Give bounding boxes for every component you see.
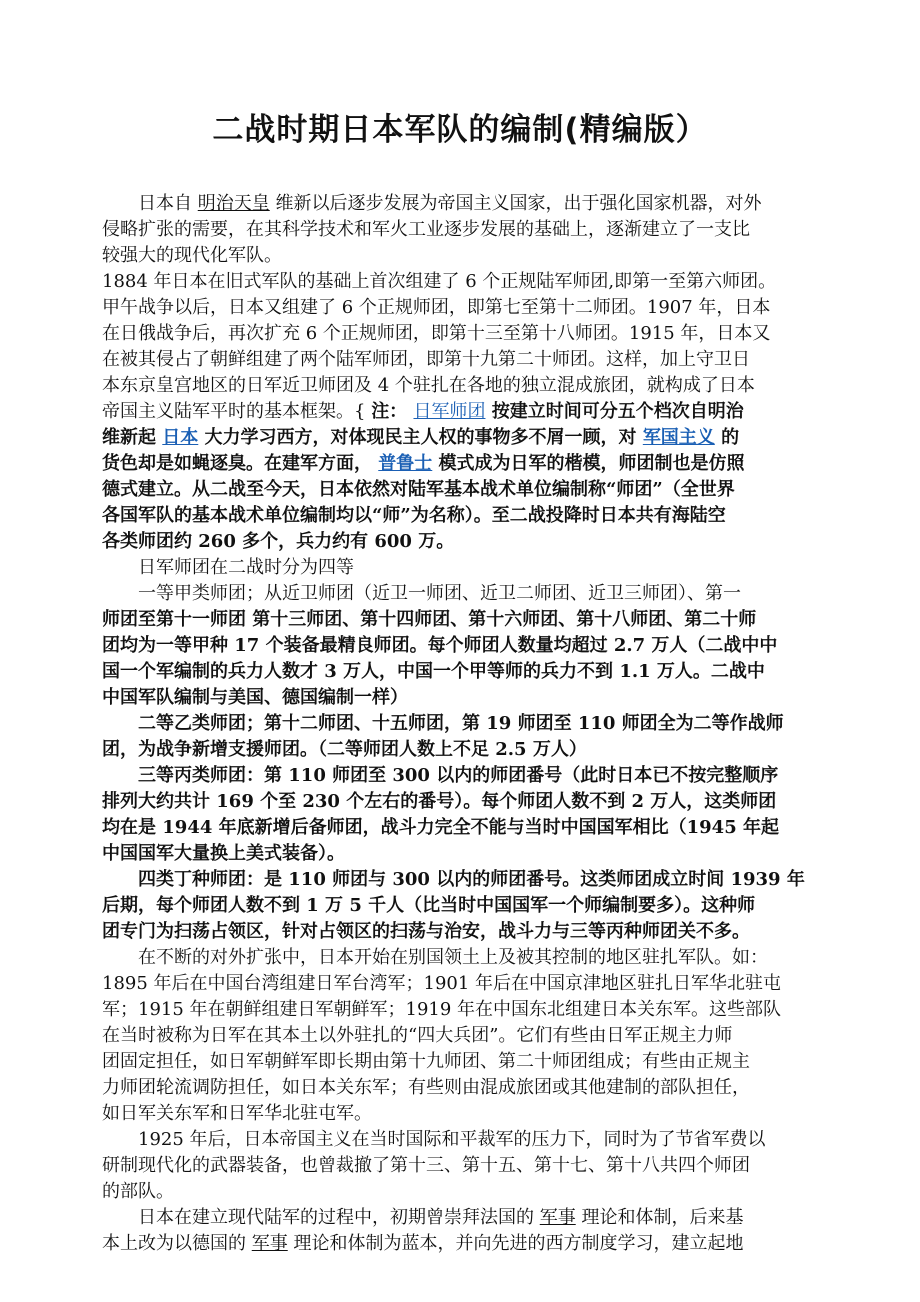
- line-text: 三等丙类师团：第 110 师团至 300 以内的师团番号（此时日本已不按完整顺序: [102, 765, 779, 786]
- line-text: 货色却是如蝇逐臭。在建军方面，: [102, 453, 379, 474]
- text-line: [102, 400, 844, 426]
- text-line: [102, 348, 844, 374]
- text-line: [102, 218, 844, 244]
- text-line: [102, 556, 844, 582]
- text-line: [102, 608, 844, 634]
- line-text: 师团至第十一师团 第十三师团、第十四师团、第十六师团、第十八师团、第二十师: [102, 609, 757, 630]
- text-line: [102, 478, 844, 504]
- line-text: 各类师团约 260 多个，兵力约有 600 万。: [102, 531, 455, 552]
- line-text: 后期，每个师团人数不到 1 万 5 千人（比当时中国国军一个师编制要多）。这种师: [102, 895, 756, 916]
- line-text: 国一个军编制的兵力人数才 3 万人，中国一个甲等师的兵力不到 1.1 万人。二战中: [102, 661, 765, 682]
- text-line: [102, 842, 844, 868]
- line-text: 在不断的对外扩张中，日本开始在别国领土上及被其控制的地区驻扎军队。如：: [102, 947, 768, 968]
- hyperlink[interactable]: 日本: [162, 427, 199, 448]
- line-text: 大力学习西方，对体现民主人权的事物多不屑一顾，对: [198, 427, 643, 448]
- line-text: 均在是 1944 年底新增后备师团，战斗力完全不能与当时中国国军相比（1945 年起: [102, 817, 779, 838]
- text-line: [102, 764, 844, 790]
- text-line: [102, 1206, 844, 1232]
- underlined-term: 明治天皇: [197, 193, 270, 214]
- line-text: 按建立时间可分五个档次自明治: [485, 401, 744, 422]
- text-line: [102, 1024, 844, 1050]
- line-text: 帝国主义陆军平时的基本框架。{: [102, 401, 372, 422]
- line-text: 在被其侵占了朝鲜组建了两个陆军师团，即第十九第二十师团。这样，加上守卫日: [102, 349, 750, 370]
- line-text: 团均为一等甲种 17 个装备最精良师团。每个师团人数量均超过 2.7 万人（二战中中: [102, 635, 778, 656]
- line-text: 在日俄战争后，再次扩充 6 个正规师团，即第十三至第十八师团。1915 年，日本又: [102, 323, 771, 344]
- line-text: 1884 年日本在旧式军队的基础上首次组建了 6 个正规陆军师团,即第一至第六师团。: [102, 271, 777, 292]
- line-text: 日本自: [102, 193, 198, 214]
- text-line: [102, 1128, 844, 1154]
- line-text: 军；1915 年在朝鲜组建日军朝鲜军；1919 年在中国东北组建日本关东军。这些部队: [102, 999, 782, 1020]
- text-line: [102, 1102, 844, 1128]
- line-text: 力师团轮流调防担任，如日本关东军；有些则由混成旅团或其他建制的部队担任，: [102, 1077, 750, 1098]
- underlined-term: 军事: [251, 1233, 288, 1254]
- line-text: 维新以后逐步发展为帝国主义国家，出于强化国家机器，对外: [269, 193, 762, 214]
- line-text: 本上改为以德国的: [102, 1233, 252, 1254]
- line-text: 团固定担任，如日军朝鲜军即长期由第十九师团、第二十师团组成；有些由正规主: [102, 1051, 750, 1072]
- line-text: 研制现代化的武器装备，也曾裁撤了第十三、第十五、第十七、第十八共四个师团: [102, 1155, 750, 1176]
- line-text: 维新起: [102, 427, 163, 448]
- text-line: [102, 374, 844, 400]
- text-line: [102, 894, 844, 920]
- text-line: [102, 738, 844, 764]
- text-line: [102, 452, 844, 478]
- line-text: 侵略扩张的需要，在其科学技术和军火工业逐步发展的基础上，逐渐建立了一支比: [102, 219, 750, 240]
- text-line: [102, 192, 844, 218]
- line-text: 四类丁种师团：是 110 师团与 300 以内的师团番号。这类师团成立时间 1939 年: [102, 869, 805, 890]
- line-text: 团专门为扫荡占领区，针对占领区的扫荡与治安，战斗力与三等丙种师团关不多。: [102, 921, 750, 942]
- text-line: [102, 1076, 844, 1102]
- line-text: 的: [714, 427, 740, 448]
- text-line: [102, 686, 844, 712]
- line-text: 二等乙类师团；第十二师团、十五师团，第 19 师团至 110 师团全为二等作战师: [102, 713, 784, 734]
- text-line: [102, 296, 844, 322]
- text-line: [102, 530, 844, 556]
- text-line: [102, 504, 844, 530]
- text-line: [102, 660, 844, 686]
- text-line: [102, 1050, 844, 1076]
- text-line: [102, 1232, 844, 1258]
- text-line: [102, 270, 844, 296]
- line-text: 理论和体制为蓝本，并向先进的西方制度学习，建立起地: [287, 1233, 744, 1254]
- line-text: 1925 年后，日本帝国主义在当时国际和平裁军的压力下，同时为了节省军费以: [102, 1129, 766, 1150]
- text-line: [102, 244, 844, 270]
- text-line: [102, 426, 844, 452]
- line-text: 德式建立。从二战至今天，日本依然对陆军基本战术单位编制称“师团”（全世界: [102, 479, 735, 500]
- line-text: 甲午战争以后，日本又组建了 6 个正规师团，即第七至第十二师团。1907 年，日本: [102, 297, 771, 318]
- text-line: [102, 868, 844, 894]
- hyperlink[interactable]: 日军师团: [413, 401, 486, 422]
- underlined-term: 军事: [539, 1207, 576, 1228]
- text-line: [102, 712, 844, 738]
- line-text: 本东京皇宫地区的日军近卫师团及 4 个驻扎在各地的独立混成旅团，就构成了日本: [102, 375, 755, 396]
- line-text: 中国军队编制与美国、德国编制一样）: [102, 687, 408, 708]
- text-line: [102, 972, 844, 998]
- line-text: 排列大约共计 169 个至 230 个左右的番号）。每个师团人数不到 2 万人，这类师团: [102, 791, 777, 812]
- text-line: [102, 1154, 844, 1180]
- line-text: 团，为战争新增支援师团。（二等师团人数上不足 2.5 万人）: [102, 739, 587, 760]
- hyperlink[interactable]: 普鲁士: [378, 453, 433, 474]
- line-text: 较强大的现代化军队。: [102, 245, 282, 266]
- hyperlink[interactable]: 军国主义: [642, 427, 715, 448]
- line-text: 的部队。: [102, 1181, 174, 1202]
- text-line: [102, 816, 844, 842]
- line-text: 中国国军大量换上美式装备）。: [102, 843, 345, 864]
- line-text: 日本在建立现代陆军的过程中，初期曾崇拜法国的: [102, 1207, 540, 1228]
- text-line: [102, 790, 844, 816]
- line-text: 如日军关东军和日军华北驻屯军。: [102, 1103, 372, 1124]
- text-line: [102, 920, 844, 946]
- line-text: 日军师团在二战时分为四等: [102, 557, 354, 578]
- line-text: 理论和体制，后来基: [575, 1207, 744, 1228]
- page-title: 二战时期日本军队的编制(精编版）: [212, 112, 708, 148]
- line-text: 各国军队的基本战术单位编制均以“师”为名称）。至二战投降时日本共有海陆空: [102, 505, 726, 526]
- line-text: 一等甲类师团；从近卫师团（近卫一师团、近卫二师团、近卫三师团）、第一: [102, 583, 741, 604]
- text-line: [102, 998, 844, 1024]
- note-label: 注：: [371, 401, 414, 422]
- text-line: [102, 1180, 844, 1206]
- line-text: 在当时被称为日军在其本土以外驻扎的“四大兵团”。它们有些由日军正规主力师: [102, 1025, 733, 1046]
- line-text: 1895 年后在中国台湾组建日军台湾军；1901 年后在中国京津地区驻扎日军华北驻屯: [102, 973, 782, 994]
- line-text: 模式成为日军的楷模，师团制也是仿照: [432, 453, 745, 474]
- text-line: [102, 946, 844, 972]
- text-line: [102, 582, 844, 608]
- text-line: [102, 634, 844, 660]
- text-line: [102, 322, 844, 348]
